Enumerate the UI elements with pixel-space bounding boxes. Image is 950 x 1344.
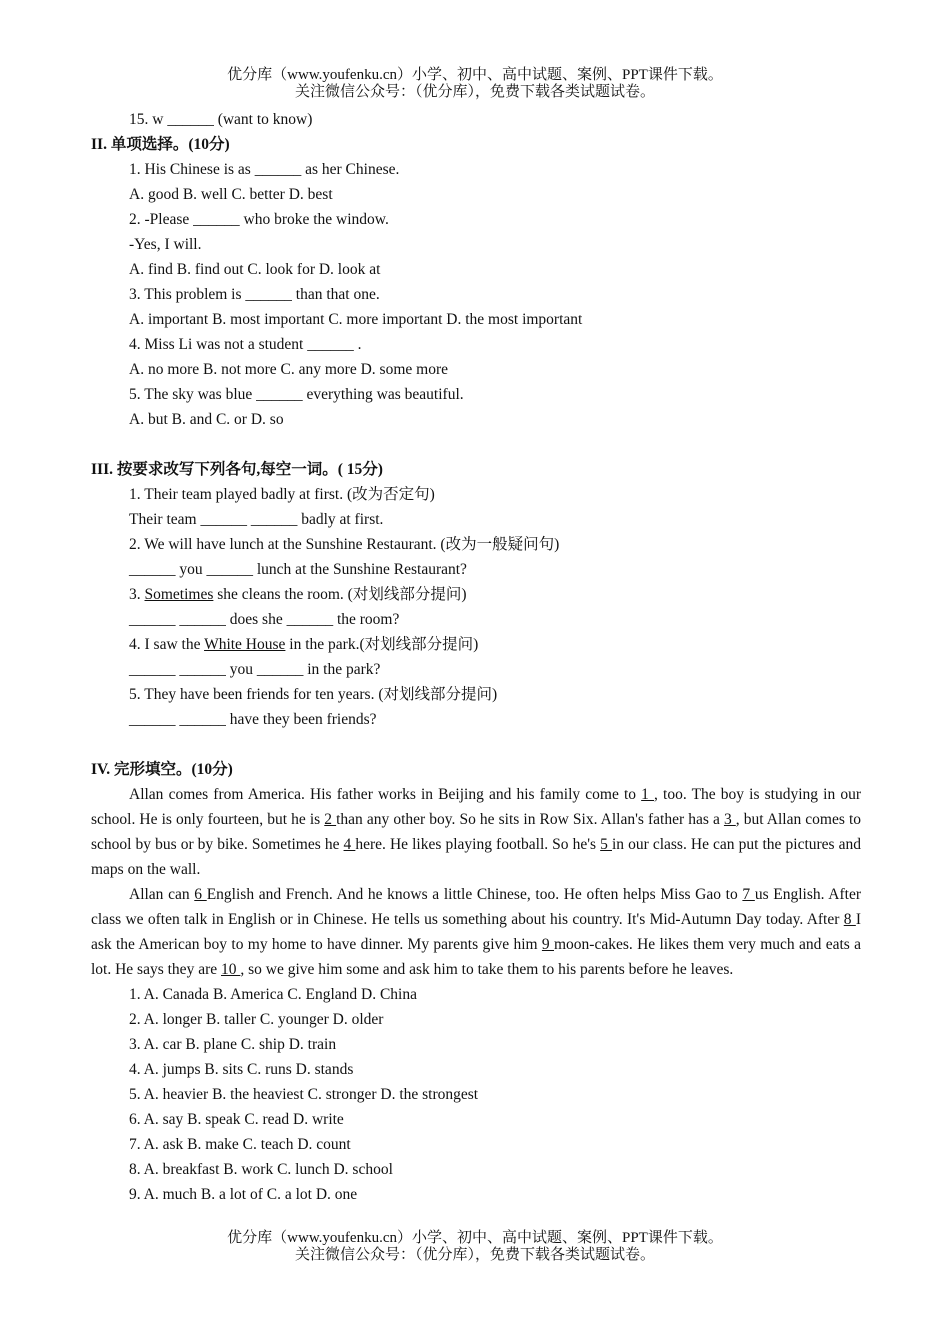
cloze-option: 6. A. say B. speak C. read D. write bbox=[129, 1111, 344, 1128]
s3-question-5: 5. They have been friends for ten years. (对划线部分提问) bbox=[129, 686, 498, 703]
cloze-option: 4. A. jumps B. sits C. runs D. stands bbox=[129, 1061, 354, 1078]
s2-line: A. no more B. not more C. any more D. some more bbox=[129, 361, 448, 378]
text: here. He likes playing football. So he's bbox=[355, 836, 601, 853]
s2-line: 1. His Chinese is as ______ as her Chinese. bbox=[129, 161, 400, 178]
text: 4. I saw the bbox=[129, 636, 205, 653]
text: she cleans the room. (对划线部分提问) bbox=[213, 586, 467, 603]
s3-question-2: 2. We will have lunch at the Sunshine Restaurant. (改为一般疑问句) bbox=[129, 536, 560, 553]
s3-question-1: 1. Their team played badly at first. (改为否定句) bbox=[129, 486, 435, 503]
text: 3. bbox=[129, 586, 145, 603]
page-footer bbox=[0, 1230, 950, 1264]
s2-line: 5. The sky was blue ______ everything was beautiful. bbox=[129, 386, 464, 403]
s3-question-3 bbox=[91, 582, 861, 607]
s3-question-4 bbox=[91, 632, 861, 657]
s2-line: A. good B. well C. better D. best bbox=[129, 186, 333, 203]
text: than any other boy. So he sits in Row Six. Allan's father has a bbox=[336, 811, 724, 828]
s2-line: A. find B. find out C. look for D. look at bbox=[129, 261, 381, 278]
cloze-blank: 6 bbox=[194, 886, 207, 903]
text: moon-cakes. He likes them very much and eats a lot. He says they are bbox=[91, 936, 862, 978]
s2-line: 2. -Please ______ who broke the window. bbox=[129, 211, 389, 228]
s3-answer-3: ______ ______ does she ______ the room? bbox=[129, 611, 400, 628]
document-body bbox=[91, 107, 861, 1207]
text: Allan comes from America. His father works in Beijing and his family come to bbox=[129, 786, 642, 803]
cloze-paragraph-2 bbox=[91, 882, 861, 982]
cloze-blank: 2 bbox=[324, 811, 337, 828]
text: English and French. And he knows a little Chinese, too. He often helps Miss Gao to bbox=[206, 886, 743, 903]
cloze-paragraph-1 bbox=[91, 782, 861, 882]
previous-item-15: 15. w ______ (want to know) bbox=[129, 111, 313, 128]
text: , but Allan comes to school by bus or by bike. Sometimes he bbox=[91, 811, 862, 853]
header-line-1: 优分库（www.youfenku.cn）小学、初中、高中试题、案例、PPT课件下载。 bbox=[227, 67, 723, 83]
cloze-blank: 8 bbox=[843, 911, 856, 928]
header-line-2: 关注微信公众号：（优分库），免费下载各类试题试卷。 bbox=[294, 84, 655, 100]
underlined-text: Sometimes bbox=[144, 586, 214, 603]
cloze-blank: 3 bbox=[723, 811, 736, 828]
cloze-option: 7. A. ask B. make C. teach D. count bbox=[129, 1136, 351, 1153]
cloze-blank: 10 bbox=[221, 961, 241, 978]
text: us English. After class we often talk in English or in Chinese. He tells us something about his country. It's Mid-Autumn Day today. After bbox=[91, 886, 862, 928]
cloze-option: 8. A. breakfast B. work C. lunch D. school bbox=[129, 1161, 393, 1178]
cloze-option: 2. A. longer B. taller C. younger D. older bbox=[129, 1011, 384, 1028]
s3-answer-5: ______ ______ have they been friends? bbox=[129, 711, 377, 728]
text: in our class. He can put the pictures and maps on the wall. bbox=[91, 836, 862, 878]
cloze-blank: 7 bbox=[742, 886, 755, 903]
cloze-option: 9. A. much B. a lot of C. a lot D. one bbox=[129, 1186, 358, 1203]
footer-line-1: 优分库（www.youfenku.cn）小学、初中、高中试题、案例、PPT课件下载。 bbox=[227, 1230, 723, 1246]
cloze-blank: 4 bbox=[343, 836, 356, 853]
s2-line: A. important B. most important C. more important D. the most important bbox=[129, 311, 583, 328]
s3-answer-2: ______ you ______ lunch at the Sunshine Restaurant? bbox=[129, 561, 467, 578]
footer-line-2: 关注微信公众号：（优分库），免费下载各类试题试卷。 bbox=[294, 1247, 655, 1263]
text: Allan can bbox=[129, 886, 195, 903]
cloze-blank: 5 bbox=[600, 836, 612, 853]
section-3-title: III. 按要求改写下列各句,每空一词。( 15分) bbox=[91, 461, 383, 478]
text: , so we give him some and ask him to take them to his parents before he leaves. bbox=[240, 961, 734, 978]
text: , too. The boy is studying in our school. He is only fourteen, but he is bbox=[91, 786, 862, 828]
s3-answer-4: ______ ______ you ______ in the park? bbox=[129, 661, 381, 678]
s2-line: 4. Miss Li was not a student ______ . bbox=[129, 336, 362, 353]
cloze-option: 3. A. car B. plane C. ship D. train bbox=[129, 1036, 337, 1053]
cloze-option: 1. A. Canada B. America C. England D. China bbox=[129, 986, 417, 1003]
spacer bbox=[91, 732, 861, 757]
section-2-title: II. 单项选择。(10分) bbox=[91, 136, 230, 153]
underlined-text: White House bbox=[204, 636, 286, 653]
spacer bbox=[91, 432, 861, 457]
cloze-blank: 9 bbox=[541, 936, 554, 953]
cloze-option: 5. A. heavier B. the heaviest C. stronger D. the strongest bbox=[129, 1086, 479, 1103]
section-4-title: IV. 完形填空。(10分) bbox=[91, 761, 233, 778]
s3-answer-1: Their team ______ ______ badly at first. bbox=[129, 511, 384, 528]
cloze-blank: 1 bbox=[641, 786, 655, 803]
text: I ask the American boy to my home to have dinner. My parents give him bbox=[91, 911, 861, 953]
s2-line: -Yes, I will. bbox=[129, 236, 202, 253]
s2-line: A. but B. and C. or D. so bbox=[129, 411, 284, 428]
page-header bbox=[0, 67, 950, 101]
s2-line: 3. This problem is ______ than that one. bbox=[129, 286, 380, 303]
text: in the park.(对划线部分提问) bbox=[285, 636, 479, 653]
